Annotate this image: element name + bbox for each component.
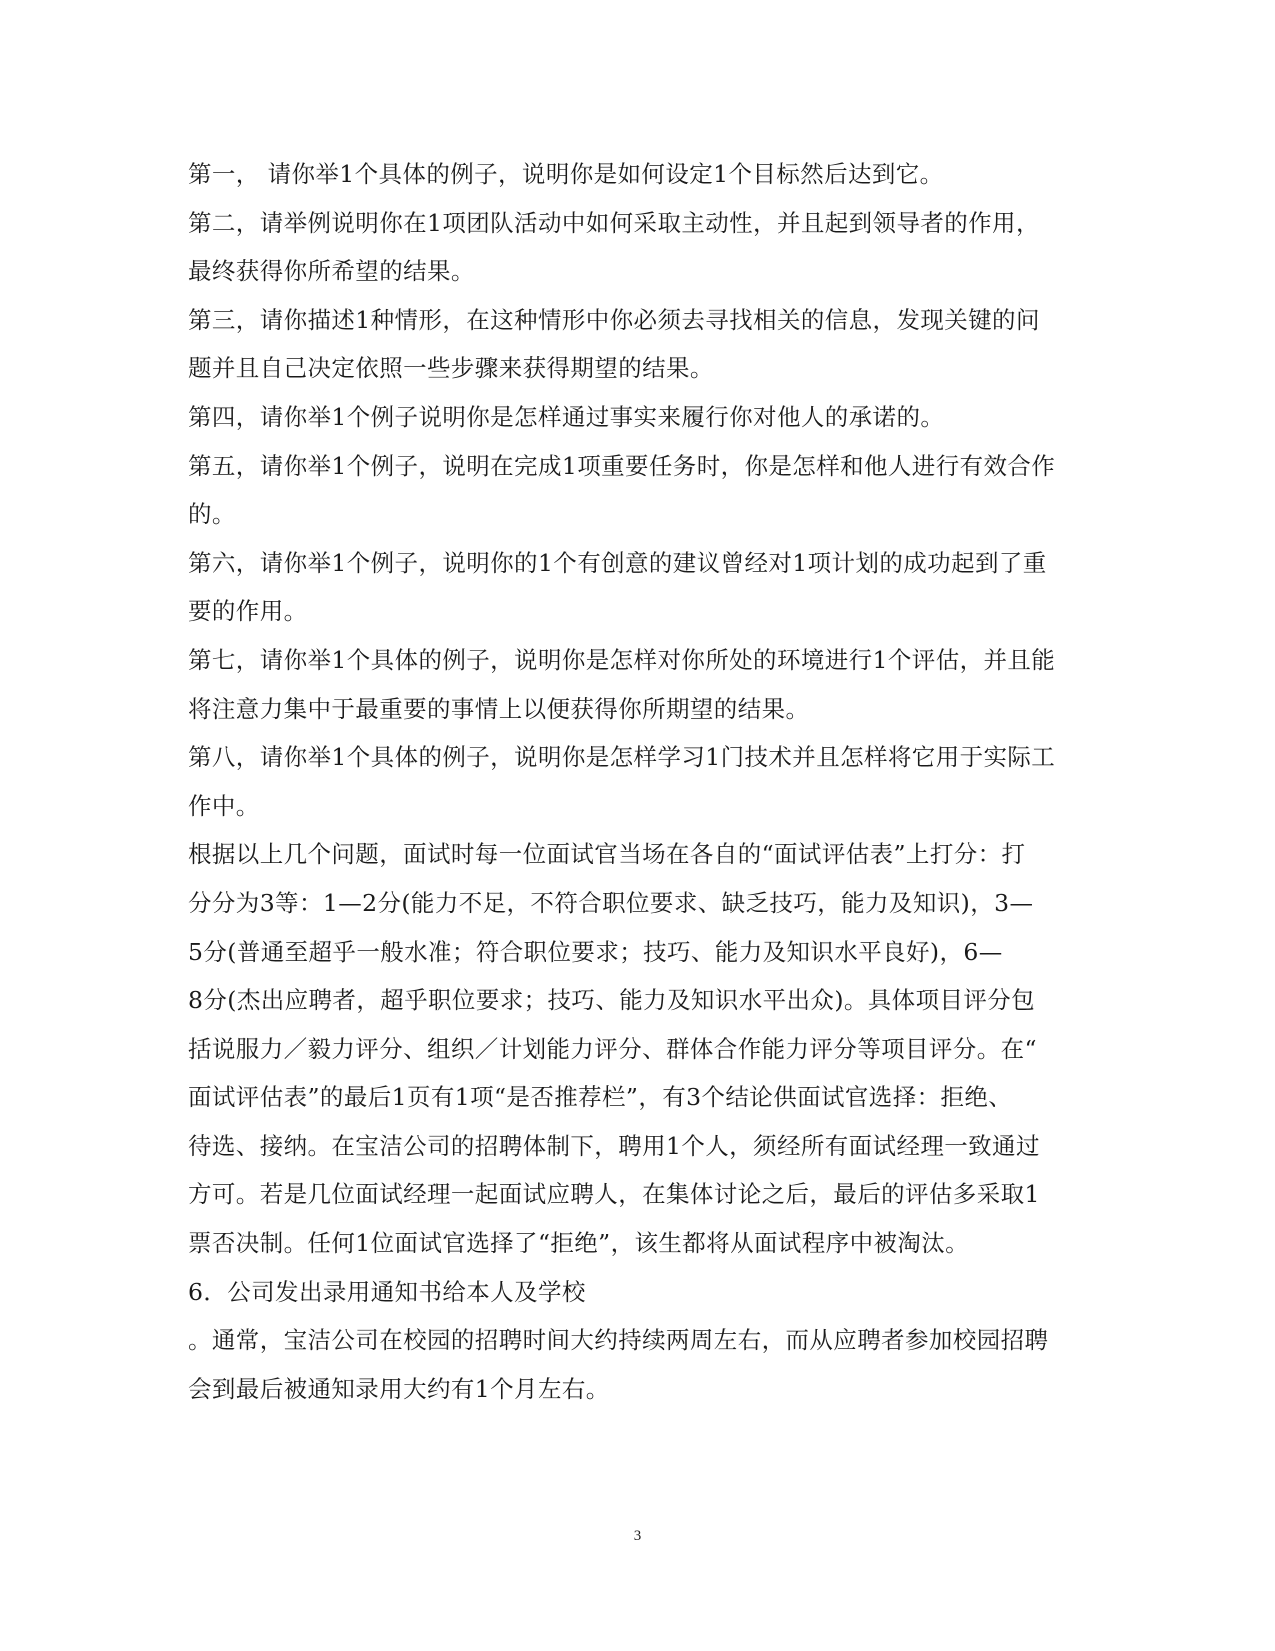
text-line: 会到最后被通知录用大约有1个月左右。 [188, 1374, 610, 1403]
text-line: 第三，请你描述1种情形，在这种情形中你必须去寻找相关的信息，发现关键的问 [188, 305, 1040, 334]
text-line: 。通常，宝洁公司在校园的招聘时间大约持续两周左右，而从应聘者参加校园招聘 [188, 1326, 1049, 1355]
text-line: 面试评估表”的最后1页有1项“是否推荐栏”，有3个结论供面试官选择：拒绝、 [188, 1083, 1013, 1112]
text-line: 方可。若是几位面试经理一起面试应聘人，在集体讨论之后，最后的评估多采取1 [188, 1180, 1040, 1209]
text-line: 最终获得你所希望的结果。 [188, 257, 475, 286]
text-line: 第五，请你举1个例子，说明在完成1项重要任务时，你是怎样和他人进行有效合作 [188, 451, 1056, 480]
text-line: 8分(杰出应聘者，超乎职位要求；技巧、能力及知识水平出众)。具体项目评分包 [188, 986, 1036, 1015]
text-line: 待选、接纳。在宝洁公司的招聘体制下，聘用1个人，须经所有面试经理一致通过 [188, 1131, 1040, 1160]
text-line: 第一， 请你举1个具体的例子，说明你是如何设定1个目标然后达到它。 [188, 160, 944, 188]
text-line: 的。 [188, 500, 236, 529]
text-line: 括说服力／毅力评分、组织／计划能力评分、群体合作能力评分等项目评分。在“ [188, 1034, 1037, 1063]
text-line: 分分为3等：1—2分(能力不足，不符合职位要求、缺乏技巧，能力及知识)，3— [188, 888, 1034, 917]
section-heading: 6．公司发出录用通知书给本人及学校 [188, 1277, 586, 1306]
text-line: 作中。 [188, 791, 260, 820]
text-line: 要的作用。 [188, 597, 308, 626]
text-line: 根据以上几个问题，面试时每一位面试官当场在各自的“面试评估表”上打分：打 [188, 840, 1026, 869]
text-line: 第六，请你举1个例子，说明你的1个有创意的建议曾经对1项计划的成功起到了重 [188, 548, 1047, 577]
text-line: 将注意力集中于最重要的事情上以便获得你所期望的结果。 [188, 694, 810, 723]
text-line: 票否决制。任何1位面试官选择了“拒绝”，该生都将从面试程序中被淘汰。 [188, 1229, 970, 1258]
text-line: 第四，请你举1个例子说明你是怎样通过事实来履行你对他人的承诺的。 [188, 402, 945, 431]
text-line: 第八，请你举1个具体的例子，说明你是怎样学习1门技术并且怎样将它用于实际工 [188, 743, 1056, 772]
text-line: 题并且自己决定依照一些步骤来获得期望的结果。 [188, 354, 714, 383]
text-line: 5分(普通至超乎一般水准；符合职位要求；技巧、能力及知识水平良好)，6— [188, 937, 1003, 966]
body-text [188, 150, 1088, 1413]
page-number: 3 [633, 1528, 642, 1544]
text-line: 第七，请你举1个具体的例子，说明你是怎样对你所处的环境进行1个评估，并且能 [188, 645, 1056, 674]
text-line: 第二，请举例说明你在1项团队活动中如何采取主动性，并且起到领导者的作用， [188, 208, 1040, 237]
